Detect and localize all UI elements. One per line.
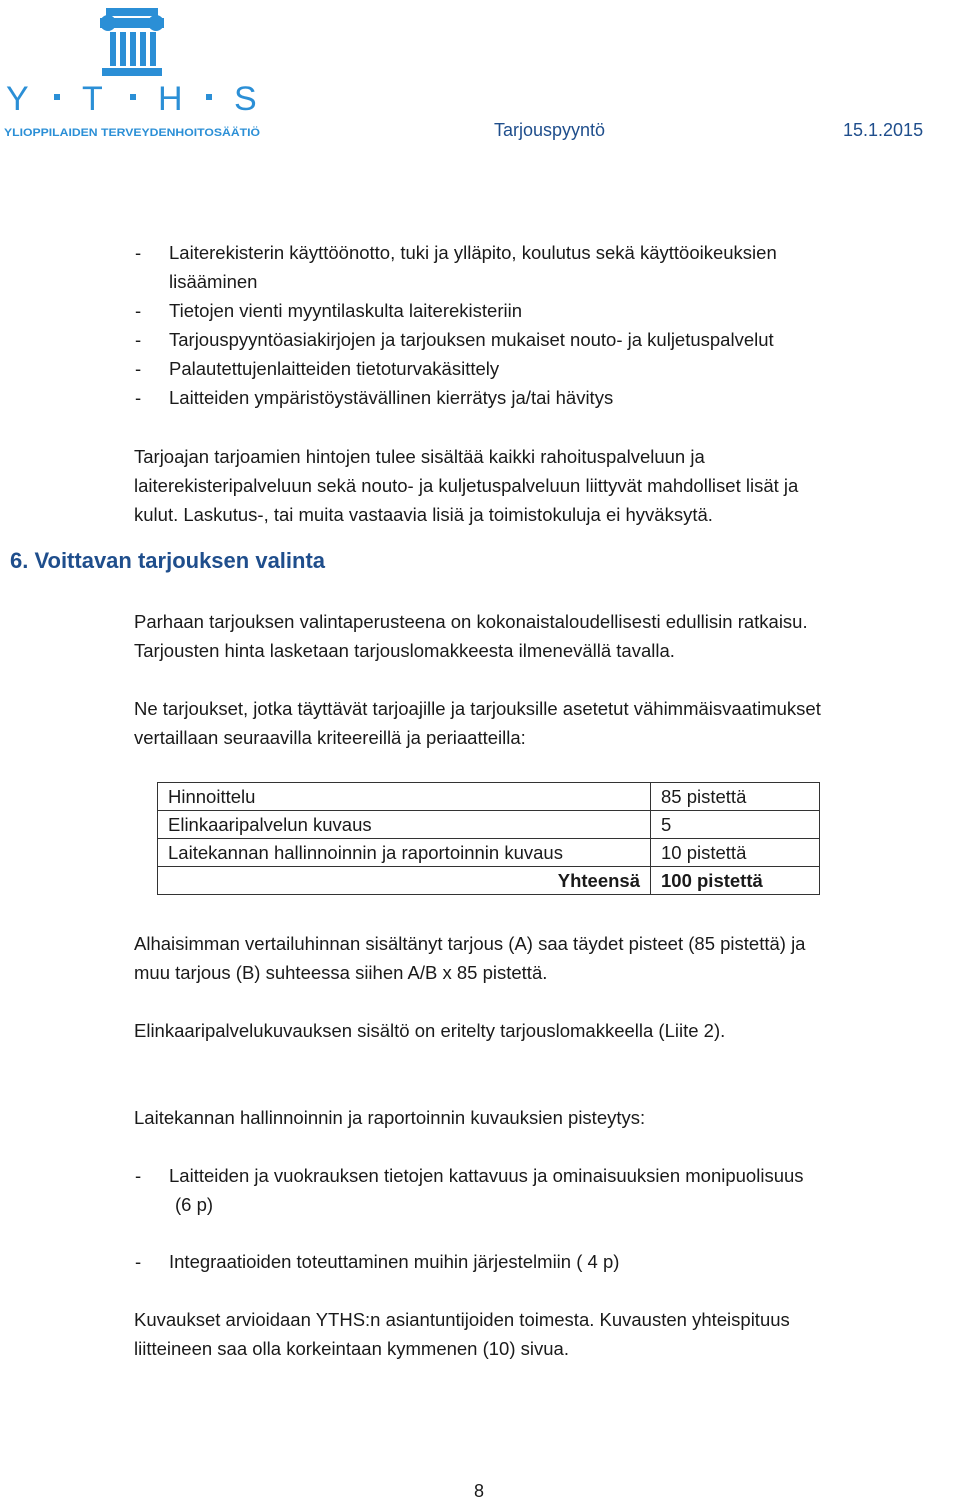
bullet-dash: -: [135, 242, 142, 263]
criterion-cell: Laitekannan hallinnoinnin ja raportoinnin kuvaus: [158, 839, 651, 867]
pillar-icon: [100, 8, 164, 76]
yths-logo: [2, 2, 264, 144]
lifecycle-paragraph: Elinkaaripalvelukuvauksen sisältö on eritelty tarjouslomakkeella (Liite 2).: [134, 1020, 726, 1041]
paragraph-line: liitteineen saa olla korkeintaan kymmenen (10) sivua.: [134, 1338, 569, 1359]
bullet-dash: -: [135, 329, 142, 350]
logo-org-name: YLIOPPILAIDEN TERVEYDENHOITOSÄÄTIÖ: [4, 127, 235, 139]
logo-letter-s: S: [234, 80, 257, 118]
paragraph-line: Kuvaukset arvioidaan YTHS:n asiantuntijoiden toimesta. Kuvausten yhteispituus: [134, 1309, 790, 1330]
page-header: [0, 0, 960, 150]
document-date: 15.1.2015: [843, 120, 924, 140]
bullet-dash: -: [135, 300, 142, 321]
paragraph-line: Ne tarjoukset, jotka täyttävät tarjoajille ja tarjouksille asetetut vähimmäisvaatimukset: [134, 698, 821, 719]
criterion-cell: Elinkaaripalvelun kuvaus: [158, 811, 651, 839]
paragraph-line: Tarjousten hinta lasketaan tarjouslomakkeesta ilmenevällä tavalla.: [134, 640, 675, 661]
total-value-cell: 100 pistettä: [651, 867, 820, 895]
paragraph-line: laiterekisteripalveluun sekä nouto- ja kuljetuspalveluun liittyvät mahdolliset lisät ja: [134, 475, 799, 496]
paragraph-line: muu tarjous (B) suhteessa siihen A/B x 85 pistettä.: [134, 962, 548, 983]
list-item-text: Laitteiden ja vuokrauksen tietojen kattavuus ja ominaisuuksien monipuolisuus: [169, 1165, 804, 1186]
page-number: 8: [474, 1481, 485, 1501]
criterion-cell: Hinnoittelu: [158, 783, 651, 811]
total-label-cell: Yhteensä: [158, 867, 651, 895]
table-total-row: [158, 867, 820, 895]
bullet-dash: -: [135, 1165, 142, 1186]
points-cell: 10 pistettä: [651, 839, 820, 867]
list-item-text: Tarjouspyyntöasiakirjojen ja tarjouksen mukaiset nouto- ja kuljetuspalvelut: [169, 329, 774, 350]
scoring-title-paragraph: Laitekannan hallinnoinnin ja raportoinnin kuvauksien pisteytys:: [134, 1107, 646, 1128]
document-title: Tarjouspyyntö: [494, 120, 606, 140]
logo-letter-h: H: [158, 80, 183, 118]
paragraph-line: kulut. Laskutus-, tai muita vastaavia lisiä ja toimistokuluja ei hyväksytä.: [134, 504, 713, 525]
points-cell: 85 pistettä: [651, 783, 820, 811]
list-item-text: (6 p): [175, 1194, 214, 1215]
paragraph-line: vertaillaan seuraavilla kriteereillä ja periaatteilla:: [134, 727, 526, 748]
score-table: [157, 782, 820, 895]
section-heading: 6. Voittavan tarjouksen valinta: [10, 548, 326, 573]
list-item-text: Integraatioiden toteuttaminen muihin järjestelmiin ( 4 p): [169, 1251, 620, 1272]
paragraph-line: Tarjoajan tarjoamien hintojen tulee sisältää kaikki rahoituspalveluun ja: [134, 446, 705, 467]
table-row: [158, 811, 820, 839]
table-row: [158, 839, 820, 867]
paragraph-line: Alhaisimman vertailuhinnan sisältänyt tarjous (A) saa täydet pisteet (85 pistettä) ja: [134, 933, 806, 954]
points-cell: 5: [651, 811, 820, 839]
paragraph-line: Parhaan tarjouksen valintaperusteena on kokonaistaloudellisesti edullisin ratkaisu.: [134, 611, 808, 632]
logo-letter-y: Y: [6, 80, 29, 118]
list-item-text: Tietojen vienti myyntilaskulta laiterekisteriin: [169, 300, 523, 321]
list-item-text: Palautettujenlaitteiden tietoturvakäsittely: [169, 358, 500, 379]
list-item-text: Laitteiden ympäristöystävällinen kierrätys ja/tai hävitys: [169, 387, 614, 408]
bullet-dash: -: [135, 387, 142, 408]
list-item-text: Laiterekisterin käyttöönotto, tuki ja ylläpito, koulutus sekä käyttöoikeuksien: [169, 242, 777, 263]
bullet-dash: -: [135, 1251, 142, 1272]
list-item-text: lisääminen: [169, 271, 258, 292]
logo-letter-t: T: [82, 80, 103, 118]
table-row: [158, 783, 820, 811]
bullet-dash: -: [135, 358, 142, 379]
